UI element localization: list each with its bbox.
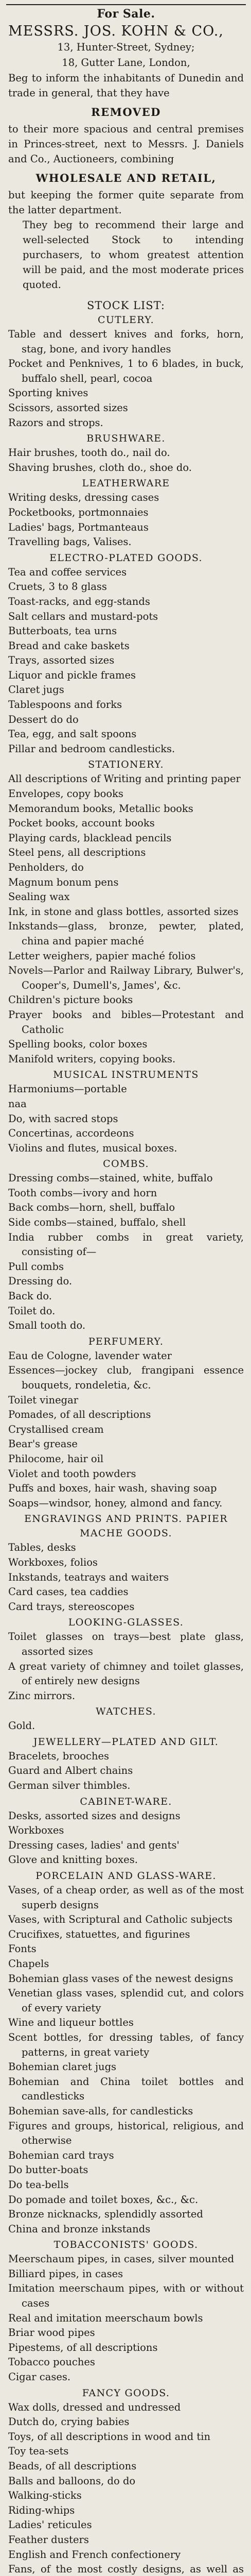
stock-item: Toilet glasses on trays—best plate glass, assorted sizes [8,1631,244,1657]
firm-name-text: MESSRS. JOS. KOHN & CO., [8,23,224,39]
stock-item: Claret jugs [8,684,64,696]
stock-item: Shaving brushes, cloth do., shoe do. [8,461,192,473]
stock-item: Novels—Parlor and Railway Library, Bulwer's, Cooper's, Dumell's, James', &c. [8,964,244,991]
section-heading: FANCY GOODS. [82,2387,170,2399]
stock-item: Trays, assorted sizes [8,654,115,667]
stock-item: A great variety of chimney and toilet glasses, of entirely new designs [8,1660,244,1687]
stock-item: Pull combs [8,1260,64,1273]
stock-item: Glove and knitting boxes. [8,1854,138,1866]
stock-item: Tea and coffee services [8,566,127,578]
stock-item: Back combs—horn, shell, buffalo [8,1201,175,1214]
stock-item: Pocket and Penknives, 1 to 6 blades, in buck, buffalo shell, pearl, cocoa [8,358,244,384]
stock-item: Dressing do. [8,1275,73,1287]
stock-item: Table and dessert knives and forks, horn, stag, bone, and ivory handles [8,328,244,355]
stock-item: Back do. [8,1290,52,1302]
stock-item: Venetian glass vases, splendid cut, and colors of every variety [8,1987,244,2014]
stock-item: Ink, in stone and glass bottles, assorted sizes [8,905,239,918]
stock-item: Travelling bags, Valises. [8,536,132,548]
stock-item: Pocketbooks, portmonnaies [8,506,149,518]
stock-item: Pocket books, account books [8,817,155,829]
stock-item: Bread and cake baskets [8,639,130,652]
stock-item: Playing cards, blacklead pencils [8,832,172,844]
section-heading: MUSICAL INSTRUMENTS [53,1069,199,1081]
stock-item: Bronze nicknacks, splendidly assorted [8,2208,203,2221]
stock-item: Inkstands—glass, bronze, pewter, plated, china and papier maché [8,920,244,947]
stock-item: Philocome, hair oil [8,1452,104,1465]
stock-item: Pomades, of all descriptions [8,1409,151,1421]
stock-item: Bohemian card trays [8,2149,114,2161]
stock-item: English and French confectionery [8,2548,181,2561]
stock-item: Razors and strops. [8,416,103,429]
stock-item: Beads, of all descriptions [8,2460,137,2472]
stock-item: Chapels [8,1958,49,1970]
stock-item: Bohemian save-alls, for candlesticks [8,2105,193,2117]
stock-item: Writing desks, dressing cases [8,492,159,504]
stock-item: Desks, assorted sizes and designs [8,1809,181,1822]
stock-item: Envelopes, copy books [8,788,123,800]
stock-item: India rubber combs in great variety, consisting of— [8,1231,244,1258]
firm-address-sydney: 13, Hunter-Street, Sydney; [57,41,195,53]
stock-item: Manifold writers, copying books. [8,1053,176,1065]
stock-item: naa [8,1097,27,1110]
stock-item: Zinc mirrors. [8,1689,76,1702]
keep-separate-text: but keeping the former quite separate from the latter department. [8,189,244,216]
stock-item: Violet and tooth powders [8,1467,136,1480]
stock-item: German silver thimbles. [8,1780,131,1792]
stock-item: Fonts [8,1943,37,1955]
stock-item: Toilet do. [8,1304,56,1317]
stock-item: Ladies' reticules [8,2519,92,2531]
stock-item: Crucifixes, statuettes, and figurines [8,1928,190,1940]
stock-item: China and bronze inkstands [8,2223,151,2235]
wholesale-heading: WHOLESALE AND RETAIL, [35,172,217,184]
stock-item: Tobacco pouches [8,2356,95,2368]
section-heading: WATCHES. [96,1706,156,1718]
stock-item: Small tooth do. [8,1319,86,1332]
removal-text: to their more spacious and central premises in Princes-street, next to Messrs. J. Daniels and Co., Auctioneers, combining [8,123,244,165]
stock-item: Tables, desks [8,1541,76,1554]
stock-list-heading: STOCK LIST: [86,299,165,312]
page-title: For Sale. [97,7,155,21]
section-heading: LEATHERWARE [82,478,170,489]
section-heading: PERFUMERY. [88,1335,164,1347]
stock-item: Wax dolls, dressed and undressed [8,2401,181,2413]
stock-item: Harmoniums—portable [8,1083,127,1095]
stock-item: Do tea-bells [8,2178,69,2191]
section-heading: ELECTRO-PLATED GOODS. [49,552,203,564]
stock-item: Toy tea-sets [8,2445,69,2458]
section-heading: STATIONERY. [88,759,164,771]
stock-item: Vases, of a cheap order, as well as of the most superb designs [8,1884,244,1911]
stock-item: Prayer books and bibles—Protestant and Catholic [8,1008,244,1036]
stock-item: Toys, of all descriptions in wood and tin [8,2430,211,2443]
stock-item: Do butter-boats [8,2164,88,2176]
recommend-text: They beg to recommend their large and well-selected Stock to intending purchasers, to whom greatest attention will be paid, and the most moderate prices quoted. [23,219,244,291]
stock-item: Side combs—stained, buffalo, shell [8,1216,186,1229]
stock-sections [8,313,244,2576]
intro-text: Beg to inform the inhabitants of Dunedin and trade in general, that they have [8,72,244,99]
stock-item: Briar wood pipes [8,2327,95,2339]
stock-item: Magnum bonum pens [8,876,119,888]
stock-item: Bear's grease [8,1438,78,1450]
stock-item: All descriptions of Writing and printing paper [8,773,241,785]
stock-item: Do pomade and toilet boxes, &c., &c. [8,2193,199,2206]
stock-item: Tea, egg, and salt spoons [8,728,137,740]
stock-item: Figures and groups, historical, religious, and otherwise [8,2120,244,2147]
stock-item: Sealing wax [8,891,70,903]
stock-item: Imitation meerschaum pipes, with or without cases [8,2282,244,2310]
stock-item: Toilet vinegar [8,1394,79,1406]
stock-item: Vases, with Scriptural and Catholic subjects [8,1913,233,1926]
stock-item: Penholders, do [8,861,84,873]
stock-item: Salt cellars and mustard-pots [8,610,158,622]
section-heading: LOOKING-GLASSES. [68,1617,184,1629]
firm-name [8,24,244,40]
stock-item: Children's picture books [8,994,133,1006]
stock-item: Bohemian claret jugs [8,2061,117,2073]
stock-item: Spelling books, color boxes [8,1038,148,1050]
stock-item: Letter weighers, papier maché folios [8,950,196,962]
stock-item: Inkstands, teatrays and waiters [8,1571,169,1583]
stock-item: Ladies' bags, Portmanteaus [8,521,149,533]
stock-item: Eau de Cologne, lavender water [8,1349,172,1362]
stock-item: Do, with sacred stops [8,1112,118,1125]
stock-item: Bohemian and China toilet bottles and candlesticks [8,2075,244,2103]
stock-item: Fans, of the most costly designs, as well as [8,2563,244,2575]
stock-item: Gold. [8,1720,35,1732]
section-heading: ENGRAVINGS AND PRINTS. PAPIER MACHE GOODS. [24,1513,228,1539]
removed-heading: REMOVED [91,106,161,118]
section-heading: TOBACCONISTS' GOODS. [53,2239,199,2251]
stock-item: Scent bottles, for dressing tables, of fancy patterns, in great variety [8,2031,244,2058]
top-rule [6,4,246,5]
stock-item: Workboxes [8,1824,64,1837]
stock-item: Tooth combs—ivory and horn [8,1187,157,1199]
stock-item: Liquor and pickle frames [8,669,136,681]
stock-item: Scissors, assorted sizes [8,401,128,414]
stock-item: Walking-sticks [8,2489,82,2502]
stock-item: Dessert do do [8,713,79,725]
stock-item: Card cases, tea caddies [8,1586,129,1598]
stock-item: Soaps—windsor, honey, almond and fancy. [8,1497,223,1509]
stock-item: Crystallised cream [8,1423,104,1435]
stock-item: Cruets, 3 to 8 glass [8,581,107,593]
stock-item: Wine and liqueur bottles [8,2016,134,2029]
section-heading: JEWELLERY—PLATED AND GILT. [33,1736,219,1748]
stock-item: Meerschaum pipes, in cases, silver mounted [8,2253,235,2265]
stock-item: Dressing cases, ladies' and gents' [8,1839,180,1851]
stock-item: Card trays, stereoscopes [8,1600,135,1613]
stock-item: Butterboats, tea urns [8,625,117,637]
stock-item: Riding-whips [8,2504,75,2516]
stock-item: Dressing combs—stained, white, buffalo [8,1172,213,1184]
stock-item: Sporting knives [8,387,88,399]
section-heading: CABINET-WARE. [80,1795,172,1807]
stock-item: Pipestems, of all descriptions [8,2341,158,2353]
stock-item: Balls and balloons, do do [8,2475,136,2487]
stock-item: Violins and flutes, musical boxes. [8,1142,177,1154]
stock-item: Bracelets, brooches [8,1750,110,1762]
stock-item: Puffs and boxes, hair wash, shaving soap [8,1482,217,1495]
stock-item: Steel pens, all descriptions [8,846,146,859]
stock-item: Billiard pipes, in cases [8,2267,123,2280]
section-heading: BRUSHWARE. [86,433,166,445]
section-heading: PORCELAIN AND GLASS-WARE. [35,1870,217,1882]
firm-address-london: 18, Gutter Lane, London, [62,57,190,69]
stock-item: Bohemian glass vases of the newest designs [8,1972,234,1985]
stock-item: Toast-racks, and egg-stands [8,595,150,607]
stock-item: Tablespoons and forks [8,699,122,711]
stock-item: Hair brushes, tooth do., nail do. [8,447,170,459]
stock-item: Workboxes, folios [8,1556,98,1568]
stock-item: Feather dusters [8,2533,89,2546]
stock-item: Guard and Albert chains [8,1765,133,1777]
stock-item: Concertinas, accordeons [8,1127,134,1140]
section-heading: CUTLERY. [98,314,154,326]
stock-item: Memorandum books, Metallic books [8,802,193,815]
stock-item: Pillar and bedroom candlesticks. [8,742,175,755]
stock-item: Real and imitation meerschaum bowls [8,2312,203,2324]
stock-item: Essences—jockey club, frangipani essence bouquets, rondeletia, &c. [8,1364,244,1391]
section-heading: COMBS. [103,1158,149,1170]
stock-item: Cigar cases. [8,2371,71,2383]
stock-item: Dutch do, crying babies [8,2416,130,2428]
